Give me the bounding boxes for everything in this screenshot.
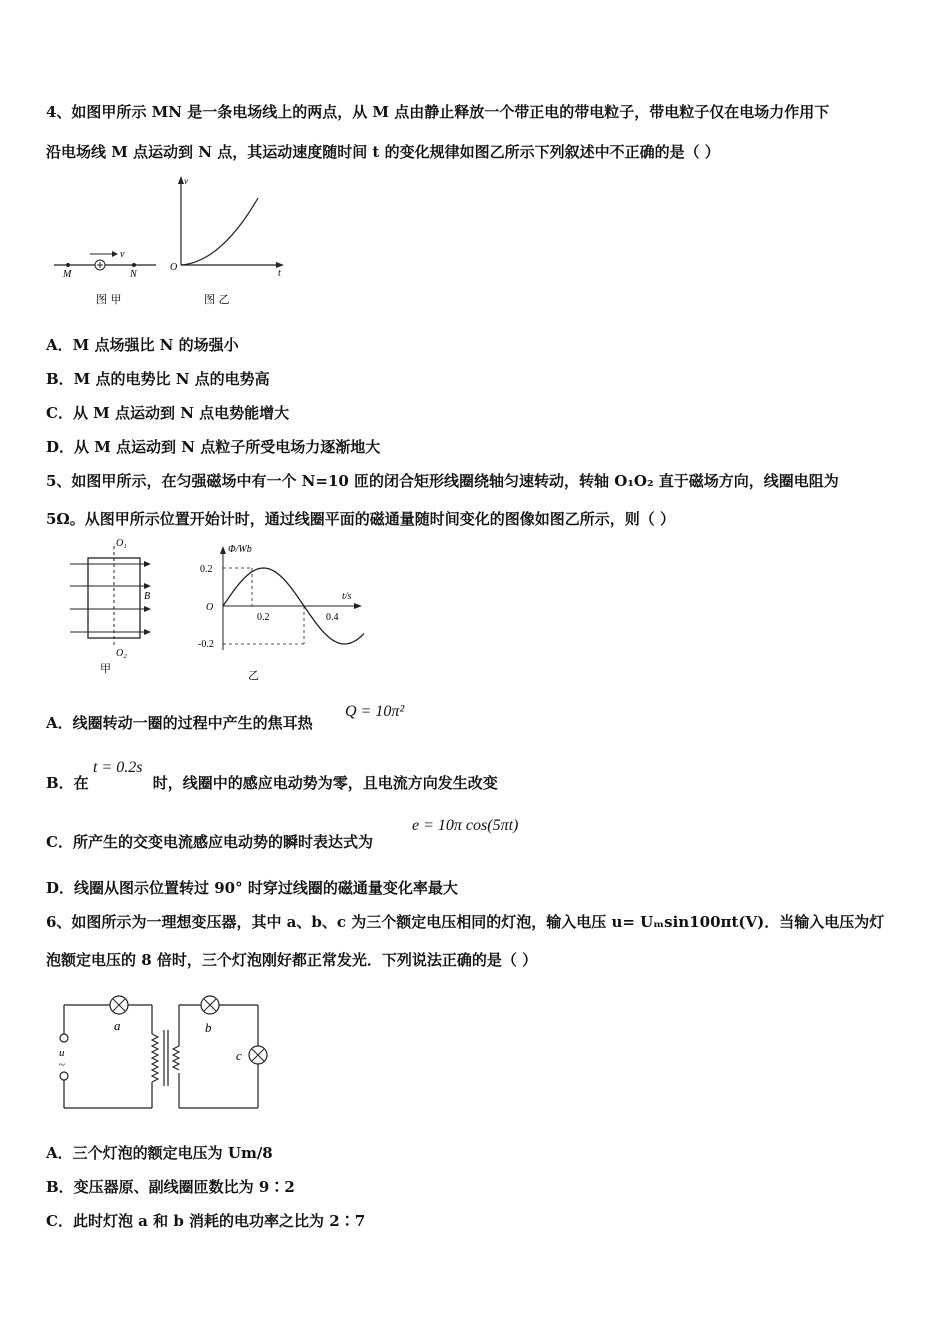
q4-option-c[interactable]: C．从 M 点运动到 N 点电势能增大: [46, 404, 290, 422]
secondary-coil: [173, 1046, 179, 1070]
label-b: B: [144, 591, 151, 602]
point-n: [132, 263, 136, 267]
label-v-arrow: v: [120, 249, 125, 260]
label-tilde: ~: [59, 1059, 65, 1071]
q5-option-a[interactable]: [46, 712, 313, 733]
q5-option-d[interactable]: D．线圈从图示位置转过 90° 时穿过线圈的磁通量变化率最大: [46, 879, 458, 897]
label-o: O: [170, 262, 178, 273]
flux-tick-x2: 0.4: [326, 612, 339, 623]
flux-tick-x1: 0.2: [257, 612, 270, 623]
q5-option-b-suffix: 时，线圈中的感应电动势为零，且电流方向发生改变: [152, 774, 498, 792]
q5-option-b-formula: t = 0.2s: [93, 759, 143, 776]
flux-x-label: t/s: [342, 591, 352, 602]
lamp-c-icon: [249, 1046, 267, 1064]
q5-stem-line2: 5Ω。从图甲所示位置开始计时，通过线圈平面的磁通量随时间变化的图像如图乙所示，则（ ）: [46, 510, 676, 528]
q6-stem-line1: 6、如图所示为一理想变压器，其中 a、b、c 为三个额定电压相同的灯泡，输入电压 u= Uₘsin100πt(V)．当输入电压为灯: [46, 913, 885, 931]
flux-y-label: Φ/Wb: [228, 544, 252, 555]
q4-stem-line1: 4、如图甲所示 MN 是一条电场线上的两点，从 M 点由静止释放一个带正电的带电粒子，带电粒子仅在电场力作用下: [46, 103, 830, 121]
label-t: t: [278, 268, 281, 279]
caption-yi: 乙: [248, 669, 259, 682]
q5-option-a-text: A．线圈转动一圈的过程中产生的焦耳热: [46, 714, 313, 732]
label-n: N: [130, 269, 137, 280]
lamp-b-icon: [201, 996, 219, 1014]
q4-option-a[interactable]: A．M 点场强比 N 的场强小: [46, 336, 239, 354]
q4-option-b[interactable]: B．M 点的电势比 N 点的电势高: [46, 370, 270, 388]
flux-origin: O: [206, 602, 214, 613]
flux-chart: [198, 544, 364, 682]
q5-option-c-text: C．所产生的交变电流感应电动势的瞬时表达式为: [46, 833, 373, 851]
velocity-curve: [181, 198, 258, 265]
q4-option-d[interactable]: D．从 M 点运动到 N 点粒子所受电场力逐渐地大: [46, 438, 381, 456]
q6-option-c[interactable]: C．此时灯泡 a 和 b 消耗的电功率之比为 2∶7: [46, 1212, 366, 1230]
q6-stem-line2: 泡额定电压的 8 倍时，三个灯泡刚好都正常发光．下列说法正确的是（ ）: [46, 951, 538, 969]
label-o1: O₁: [116, 538, 127, 549]
q5-stem-line1: 5、如图甲所示，在匀强磁场中有一个 N=10 匝的闭合矩形线圈绕轴匀速转动，转轴 O₁O₂ 直于磁场方向，线圈电阻为: [46, 472, 839, 490]
point-m: [66, 263, 70, 267]
label-b: b: [205, 1020, 212, 1035]
label-v-axis: v: [184, 176, 188, 186]
q5-option-c[interactable]: [46, 831, 373, 852]
primary-coil: [152, 1034, 158, 1082]
caption-jia: 甲: [100, 662, 111, 675]
flux-tick-max: 0.2: [200, 564, 213, 575]
label-m: M: [63, 269, 72, 280]
q5-option-c-formula: e = 10π cos(5πt): [412, 817, 519, 834]
q6-circuit: [52, 988, 282, 1118]
q6-option-b[interactable]: B．变压器原、副线圈匝数比为 9∶2: [46, 1178, 295, 1196]
flux-tick-min: -0.2: [198, 639, 214, 650]
q4-stem-line2: 沿电场线 M 点运动到 N 点，其运动速度随时间 t 的变化规律如图乙所示下列叙述中不正确的是（ ）: [46, 143, 720, 161]
q6-option-a[interactable]: A．三个灯泡的额定电压为 Um/8: [46, 1144, 273, 1162]
label-c: c: [236, 1048, 242, 1063]
q4-figure: [46, 170, 306, 310]
caption-left: 图 甲: [96, 293, 122, 306]
input-terminal-top: [60, 1034, 68, 1042]
lamp-a-icon: [110, 996, 128, 1014]
q5-option-a-formula: Q = 10π²: [345, 703, 405, 720]
q5-option-b-prefix: B．在: [46, 774, 89, 792]
label-o2: O₂: [116, 648, 127, 659]
q5-figure: [64, 532, 364, 682]
input-terminal-bottom: [60, 1072, 68, 1080]
label-a: a: [114, 1018, 121, 1033]
caption-right: 图 乙: [204, 293, 230, 306]
label-u: u: [59, 1047, 65, 1059]
